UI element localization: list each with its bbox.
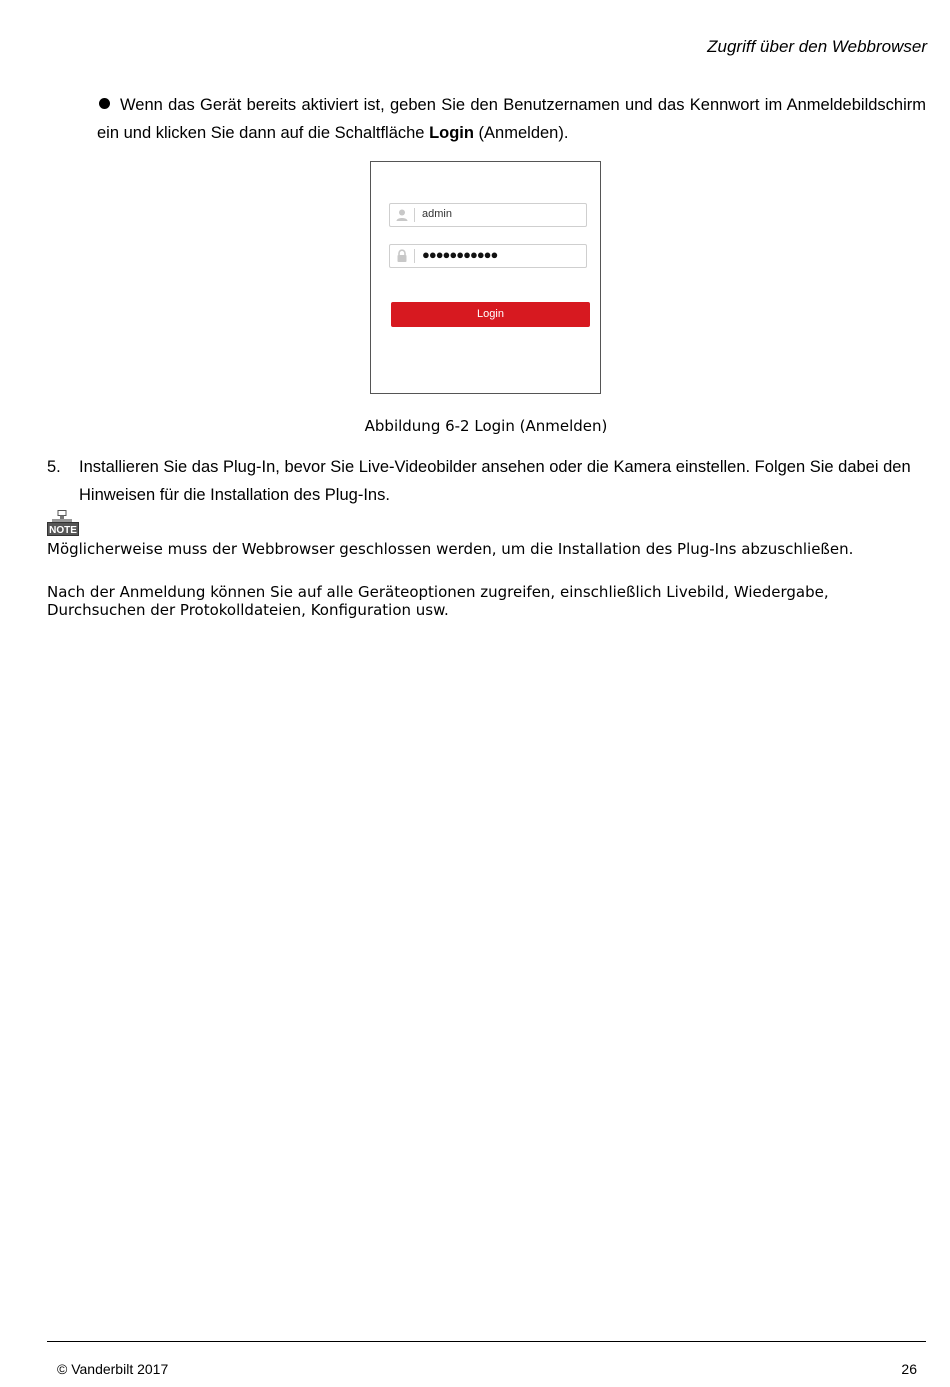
footer-page-number: 26 — [901, 1361, 917, 1377]
bullet-dot — [99, 98, 110, 109]
password-value: ●●●●●●●●●●● — [422, 247, 498, 262]
login-figure — [370, 161, 601, 394]
field-separator — [414, 208, 415, 222]
note-icon-label: NOTE — [49, 525, 77, 536]
after-login-paragraph: Nach der Anmeldung können Sie auf alle Geräteoptionen zugreifen, einschließlich Livebild, Wiedergabe, Durchsuchen der Protokolldateien, Konfiguration usw. — [47, 583, 829, 619]
figure-caption: Abbildung 6-2 Login (Anmelden) — [364, 417, 608, 435]
password-field[interactable] — [389, 244, 587, 268]
bullet-text-after: (Anmelden). — [473, 124, 569, 142]
footer-copyright: © Vanderbilt 2017 — [57, 1361, 169, 1377]
username-value: admin — [422, 208, 452, 220]
step-5 — [47, 453, 927, 509]
note-text: Möglicherweise muss der Webbrowser geschlossen werden, um die Installation des Plug-Ins abzuschließen. — [47, 540, 854, 558]
field-separator — [414, 249, 415, 263]
bullet-text-before: Wenn das Gerät bereits aktiviert ist, geben Sie den Benutzernamen und das Kennwort im Anmeldebildschirm ein und klicken Sie dann auf die Schaltfläche — [97, 96, 926, 142]
login-button[interactable]: Login — [391, 302, 590, 327]
footer-divider — [47, 1341, 926, 1342]
step-text: Installieren Sie das Plug-In, bevor Sie Live-Videobilder ansehen oder die Kamera einstellen. Folgen Sie dabei den Hinweisen für die Installation des Plug-Ins. — [79, 458, 911, 504]
username-field[interactable] — [389, 203, 587, 227]
bullet-text-bold: Login — [429, 124, 474, 142]
bullet-paragraph — [97, 91, 926, 147]
page-header-title: Zugriff über den Webbrowser — [707, 37, 927, 56]
note-icon — [47, 510, 79, 537]
user-icon — [395, 208, 409, 222]
step-number: 5. — [47, 458, 61, 476]
lock-icon — [395, 249, 409, 263]
